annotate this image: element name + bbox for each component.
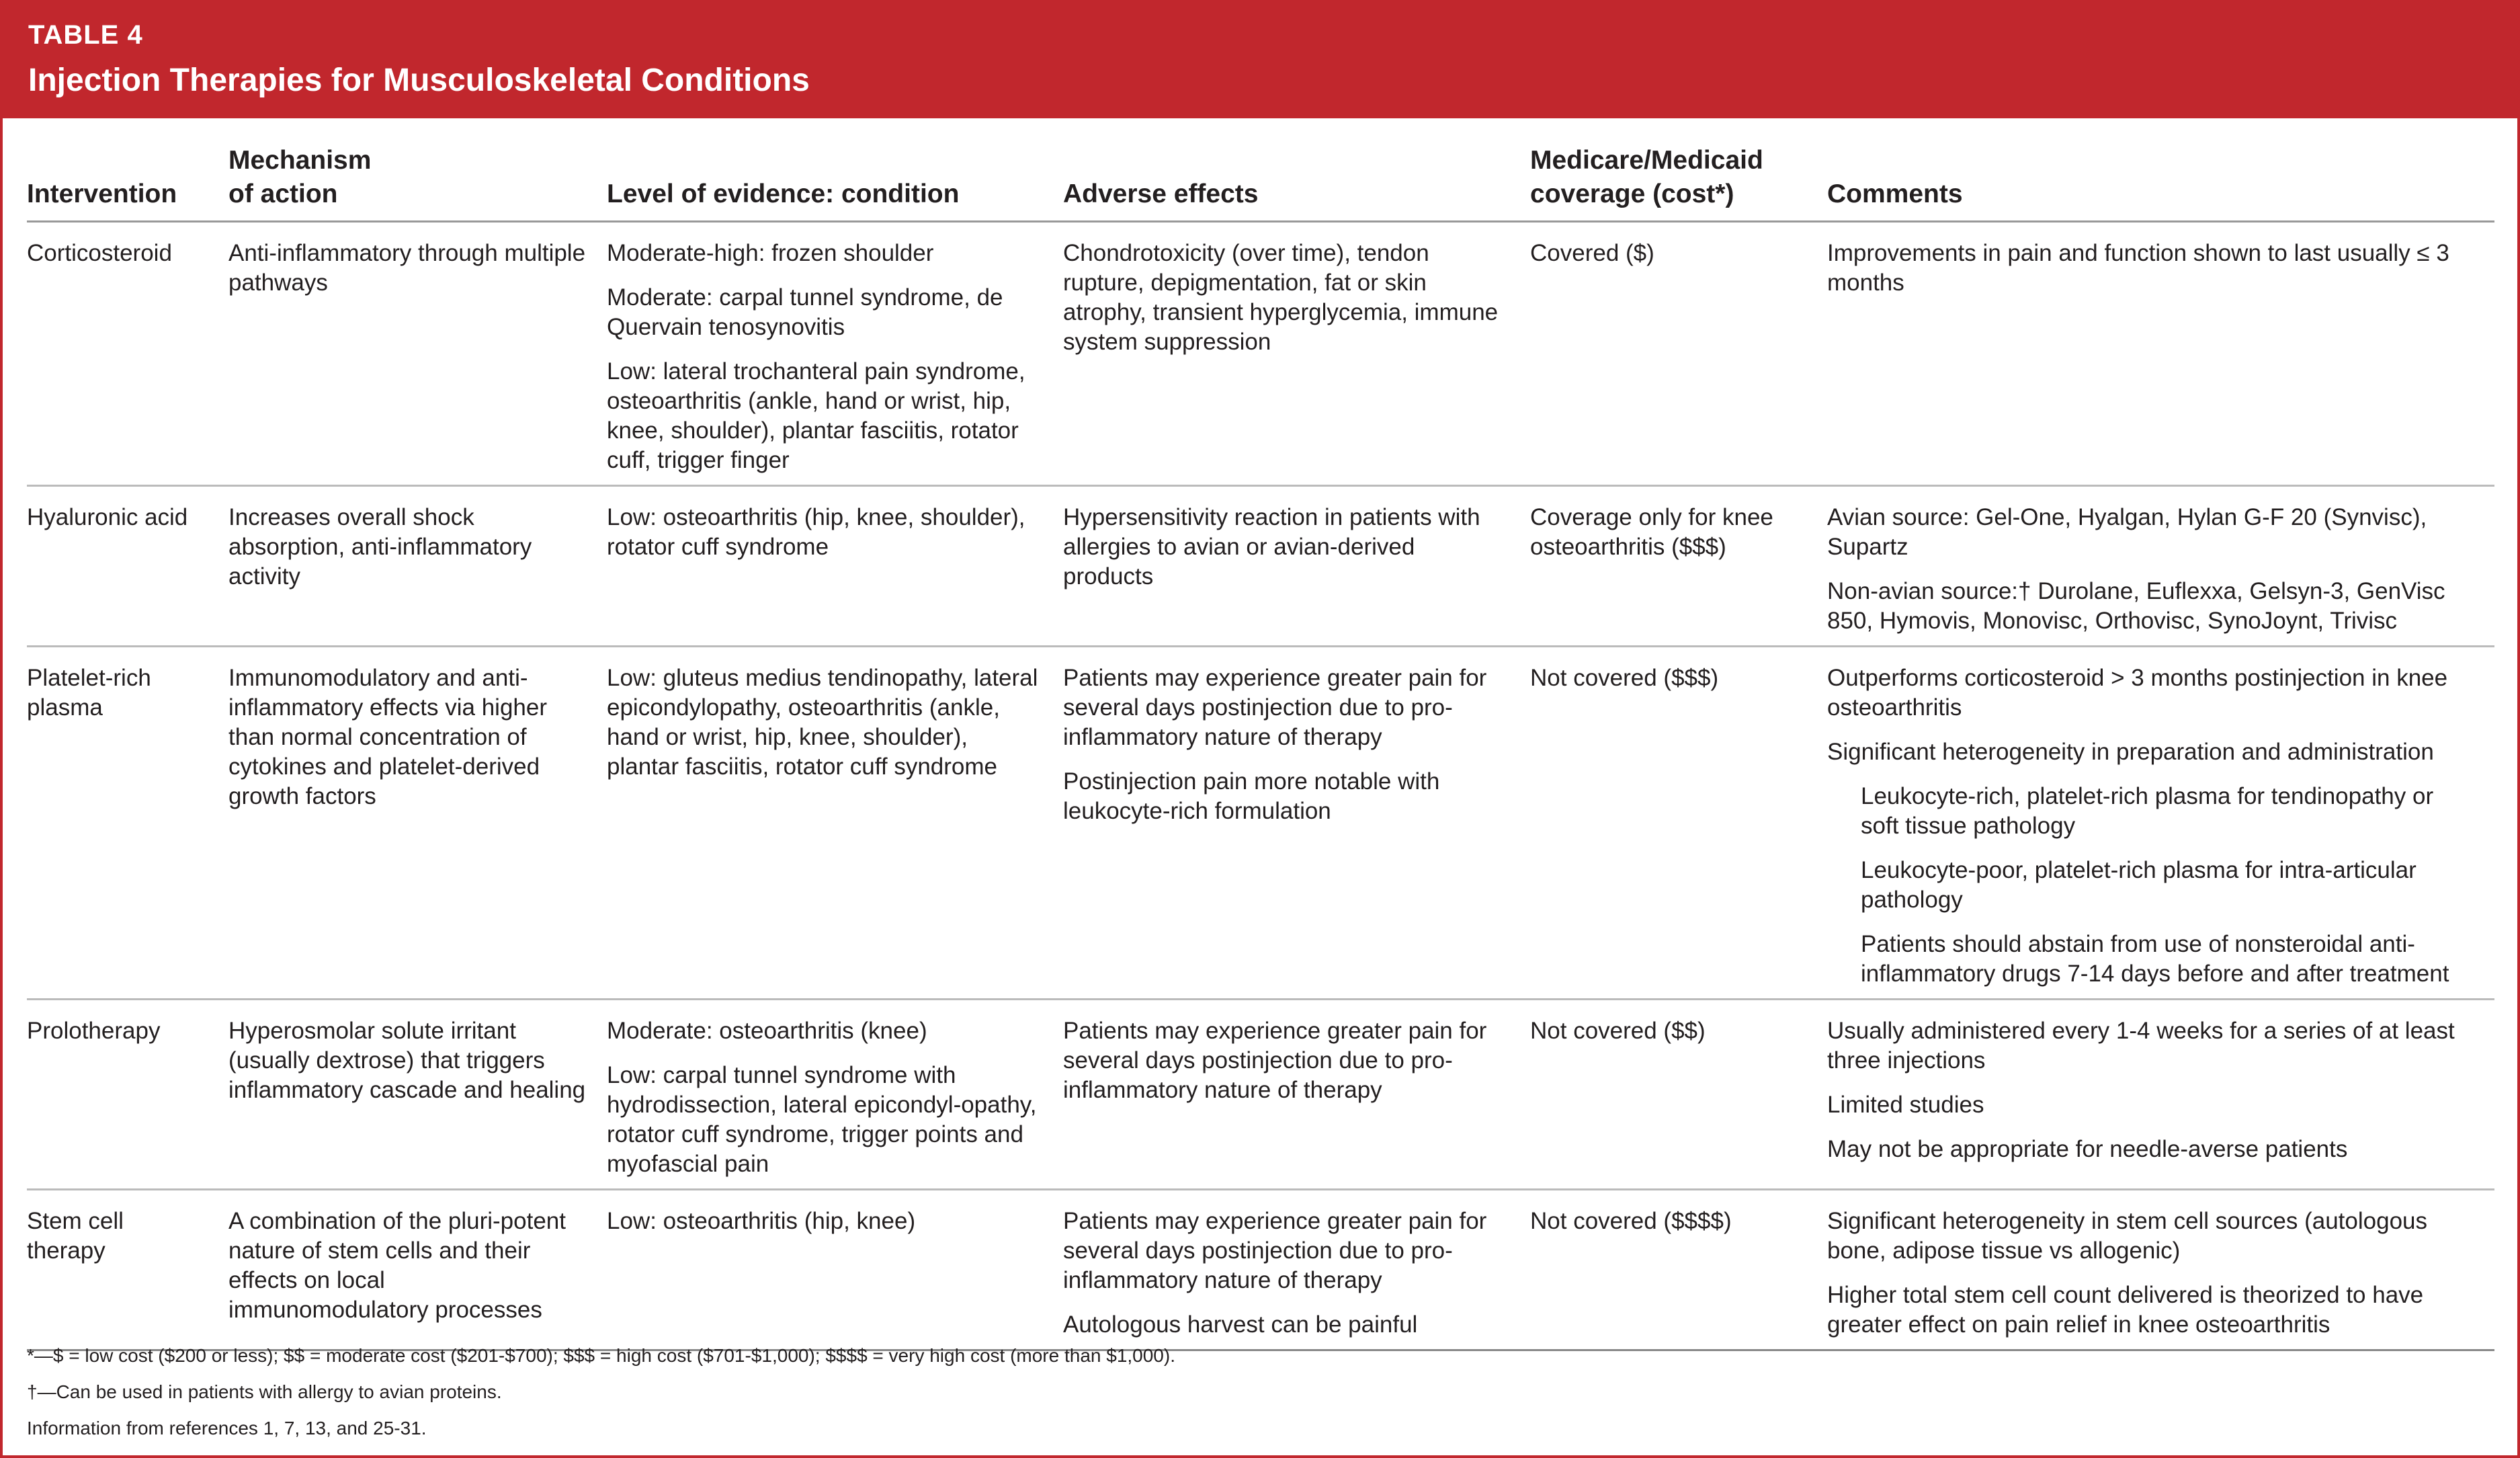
column-header-evidence: Level of evidence: condition (607, 134, 1063, 222)
cell-coverage: Covered ($) (1530, 222, 1827, 486)
cell-evidence: Low: osteoarthritis (hip, knee, shoulder), rotator cuff syndrome (607, 486, 1063, 647)
cell-coverage: Not covered ($$) (1530, 1000, 1827, 1190)
cell-comments: Improvements in pain and function shown to last usually ≤ 3 months (1827, 222, 2494, 486)
cell-adverse-effects: Patients may experience greater pain for several days postinjection due to pro-inflammatory nature of therapy (1063, 1000, 1530, 1190)
table-row (27, 486, 2494, 647)
cell-coverage: Not covered ($$$) (1530, 647, 1827, 1000)
header-row (27, 134, 2494, 222)
column-header-intervention: Intervention (27, 134, 228, 222)
table-header (0, 0, 2520, 118)
column-header-adverse-effects: Adverse effects (1063, 134, 1530, 222)
footnotes (27, 1338, 1175, 1447)
cell-mechanism: Anti-inflammatory through multiple pathways (228, 222, 607, 486)
table-row (27, 1190, 2494, 1350)
cell-intervention: Platelet-rich plasma (27, 647, 228, 1000)
therapies-table (27, 134, 2494, 1351)
cell-evidence: Low: gluteus medius tendinopathy, lateral epicondylopathy, osteoarthritis (ankle, hand or wrist, hip, knee, shoulder), plantar fasciitis, rotator cuff syndrome (607, 647, 1063, 1000)
cell-adverse-effects: Patients may experience greater pain for several days postinjection due to pro-inflammatory nature of therapy Postinjection pain more notable with leukocyte-rich formulation (1063, 647, 1530, 1000)
cell-mechanism: Increases overall shock absorption, anti-inflammatory activity (228, 486, 607, 647)
cell-mechanism: A combination of the pluri-potent nature of stem cells and their effects on local immunomodulatory processes (228, 1190, 607, 1350)
column-header-mechanism: Mechanism of action (228, 134, 607, 222)
table-number: TABLE 4 (28, 20, 143, 50)
table-row (27, 647, 2494, 1000)
sub-comment: Patients should abstain from use of nonsteroidal anti-inflammatory drugs 7-14 days before and after treatment (1861, 931, 2449, 987)
cell-adverse-effects: Chondrotoxicity (over time), tendon rupture, depigmentation, fat or skin atrophy, transient hyperglycemia, immune system suppression (1063, 222, 1530, 486)
cell-adverse-effects: Hypersensitivity reaction in patients with allergies to avian or avian-derived products (1063, 486, 1530, 647)
sub-comment: Leukocyte-rich, platelet-rich plasma for tendinopathy or soft tissue pathology (1861, 783, 2434, 839)
table-row (27, 222, 2494, 486)
cell-intervention: Stem cell therapy (27, 1190, 228, 1350)
cell-comments: Avian source: Gel-One, Hyalgan, Hylan G-F 20 (Synvisc), Supartz Non-avian source:† Durolane, Euflexxa, Gelsyn-3, GenVisc 850, Hymovis, Monovisc, Orthovisc, SynoJoynt, Trivisc (1827, 486, 2494, 647)
cell-intervention: Prolotherapy (27, 1000, 228, 1190)
cell-comments: Usually administered every 1-4 weeks for a series of at least three injections Limited studies May not be appropriate for needle-averse patients (1827, 1000, 2494, 1190)
column-header-coverage: Medicare/Medicaid coverage (cost*) (1530, 134, 1827, 222)
cell-intervention: Hyaluronic acid (27, 486, 228, 647)
table-title: Injection Therapies for Musculoskeletal Conditions (28, 63, 810, 98)
cell-evidence: Moderate-high: frozen shoulder Moderate: carpal tunnel syndrome, de Quervain tenosynovitis Low: lateral trochanteral pain syndrome, osteoarthritis (ankle, hand or wrist, hip, knee, shoulder), plantar fasciitis, rotator cuff, trigger finger (607, 222, 1063, 486)
cell-comments: Significant heterogeneity in stem cell sources (autologous bone, adipose tissue vs allogenic) Higher total stem cell count delivered is theorized to have greater effect on pain relief in knee osteoarthritis (1827, 1190, 2494, 1350)
cell-evidence: Moderate: osteoarthritis (knee) Low: carpal tunnel syndrome with hydrodissection, lateral epicondyl-opathy, rotator cuff syndrome, trigger points and myofascial pain (607, 1000, 1063, 1190)
cell-coverage: Coverage only for knee osteoarthritis ($$$) (1530, 486, 1827, 647)
cell-comments: Outperforms corticosteroid > 3 months postinjection in knee osteoarthritis Significant heterogeneity in preparation and administration Leukocyte-rich, platelet-rich plasma for tendinopathy or soft tissue pathology Leukocyte-poor, platelet-rich plasma for intra-articular pathology Patients should abstain from use of nonsteroidal anti-inflammatory drugs 7-14 days before and after treatment (1827, 647, 2494, 1000)
cell-coverage: Not covered ($$$$) (1530, 1190, 1827, 1350)
cell-intervention: Corticosteroid (27, 222, 228, 486)
table-row (27, 1000, 2494, 1190)
cell-mechanism: Hyperosmolar solute irritant (usually dextrose) that triggers inflammatory cascade and healing (228, 1000, 607, 1190)
cell-adverse-effects: Patients may experience greater pain for several days postinjection due to pro-inflammatory nature of therapy Autologous harvest can be painful (1063, 1190, 1530, 1350)
sub-comment: Leukocyte-poor, platelet-rich plasma for intra-articular pathology (1861, 857, 2417, 913)
footnote-cost: *—$ = low cost ($200 or less); $$ = moderate cost ($201-$700); $$$ = high cost ($701-$1,000); $$$$ = very high cost (more than $1,000). (27, 1345, 1175, 1366)
cell-evidence: Low: osteoarthritis (hip, knee) (607, 1190, 1063, 1350)
cell-mechanism: Immunomodulatory and anti-inflammatory effects via higher than normal concentration of cytokines and platelet-derived growth factors (228, 647, 607, 1000)
footnote-references: Information from references 1, 7, 13, and 25-31. (27, 1418, 427, 1439)
footnote-avian: †—Can be used in patients with allergy to avian proteins. (27, 1381, 502, 1402)
column-header-comments: Comments (1827, 134, 2494, 222)
